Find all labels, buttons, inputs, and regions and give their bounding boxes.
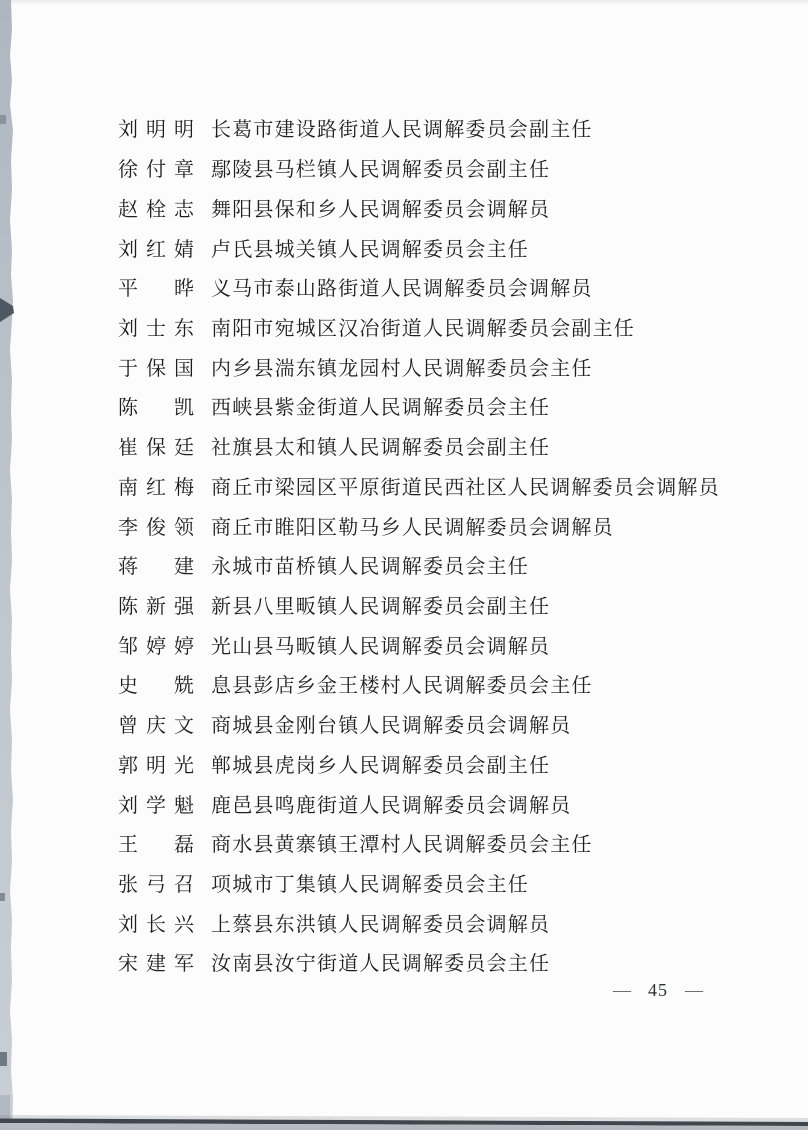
- person-title: 西峡县紫金街道人民调解委员会主任: [211, 397, 551, 420]
- page-number-dash-left: —: [613, 980, 631, 1000]
- person-title: 永城市苗桥镇人民调解委员会主任: [211, 556, 529, 579]
- person-name: 宋建军: [118, 953, 194, 976]
- list-item: [118, 307, 720, 347]
- mediator-list: [118, 108, 720, 982]
- person-name: 刘学魁: [118, 794, 194, 817]
- person-name: 蒋建: [118, 556, 194, 579]
- list-item: [118, 783, 720, 823]
- person-title: 长葛市建设路街道人民调解委员会副主任: [211, 119, 593, 142]
- list-item: [118, 426, 720, 466]
- person-title: 鹿邑县鸣鹿街道人民调解委员会调解员: [211, 794, 572, 817]
- person-title: 光山县马畈镇人民调解委员会调解员: [211, 635, 551, 658]
- person-name: 刘红婧: [118, 238, 194, 261]
- list-item: [118, 465, 720, 505]
- person-title: 商水县黄寨镇王潭村人民调解委员会主任: [211, 834, 593, 857]
- list-item: [118, 664, 720, 704]
- list-item: [118, 545, 720, 585]
- page-top-edge-shadow: [0, 0, 808, 5]
- person-name: 刘士东: [118, 317, 194, 340]
- list-item: [118, 108, 720, 148]
- person-name: 刘明明: [118, 119, 194, 142]
- person-name: 南红梅: [118, 476, 194, 499]
- person-name: 张弓召: [118, 874, 194, 897]
- person-title: 社旗县太和镇人民调解委员会副主任: [211, 437, 551, 460]
- person-name: 平晔: [118, 278, 194, 301]
- list-item: [118, 704, 720, 744]
- person-name: 徐付章: [118, 159, 194, 182]
- person-title: 内乡县湍东镇龙园村人民调解委员会主任: [211, 357, 593, 380]
- person-title: 义马市泰山路街道人民调解委员会调解员: [211, 278, 593, 301]
- person-title: 郸城县虎岗乡人民调解委员会副主任: [211, 754, 551, 777]
- list-item: [118, 585, 720, 625]
- list-item: [118, 744, 720, 784]
- page-bottom-edge-shadow: [0, 1108, 808, 1130]
- list-item: [118, 187, 720, 227]
- list-item: [118, 227, 720, 267]
- list-item: [118, 823, 720, 863]
- torn-left-edge: [0, 0, 22, 1130]
- person-title: 项城市丁集镇人民调解委员会主任: [211, 874, 529, 897]
- list-item: [118, 505, 720, 545]
- person-name: 赵栓志: [118, 198, 194, 221]
- person-name: 李俊领: [118, 516, 194, 539]
- person-title: 南阳市宛城区汉冶街道人民调解委员会副主任: [211, 317, 635, 340]
- person-title: 卢氏县城关镇人民调解委员会主任: [211, 238, 529, 261]
- person-name: 王磊: [118, 834, 194, 857]
- page-number: [613, 980, 703, 1001]
- list-item: [118, 386, 720, 426]
- person-name: 陈凯: [118, 397, 194, 420]
- person-title: 鄢陵县马栏镇人民调解委员会副主任: [211, 159, 551, 182]
- person-title: 新县八里畈镇人民调解委员会副主任: [211, 595, 551, 618]
- list-item: [118, 942, 720, 982]
- list-item: [118, 148, 720, 188]
- person-title: 商丘市睢阳区勒马乡人民调解委员会调解员: [211, 516, 614, 539]
- person-title: 舞阳县保和乡人民调解委员会调解员: [211, 198, 551, 221]
- list-item: [118, 267, 720, 307]
- person-title: 商城县金刚台镇人民调解委员会调解员: [211, 715, 572, 738]
- page-number-value: 45: [648, 980, 668, 1000]
- person-name: 曾庆文: [118, 715, 194, 738]
- person-title: 上蔡县东洪镇人民调解委员会调解员: [211, 913, 551, 936]
- list-item: [118, 902, 720, 942]
- person-name: 陈新强: [118, 595, 194, 618]
- list-item: [118, 346, 720, 386]
- person-title: 息县彭店乡金王楼村人民调解委员会主任: [211, 675, 593, 698]
- person-name: 郭明光: [118, 754, 194, 777]
- person-name: 邹婷婷: [118, 635, 194, 658]
- list-item: [118, 624, 720, 664]
- person-title: 商丘市梁园区平原街道民西社区人民调解委员会调解员: [211, 476, 720, 499]
- person-title: 汝南县汝宁街道人民调解委员会主任: [211, 953, 551, 976]
- person-name: 刘长兴: [118, 913, 194, 936]
- person-name: 史兟: [118, 675, 194, 698]
- person-name: 崔保廷: [118, 437, 194, 460]
- page-number-dash-right: —: [685, 980, 703, 1000]
- list-item: [118, 863, 720, 903]
- person-name: 于保国: [118, 357, 194, 380]
